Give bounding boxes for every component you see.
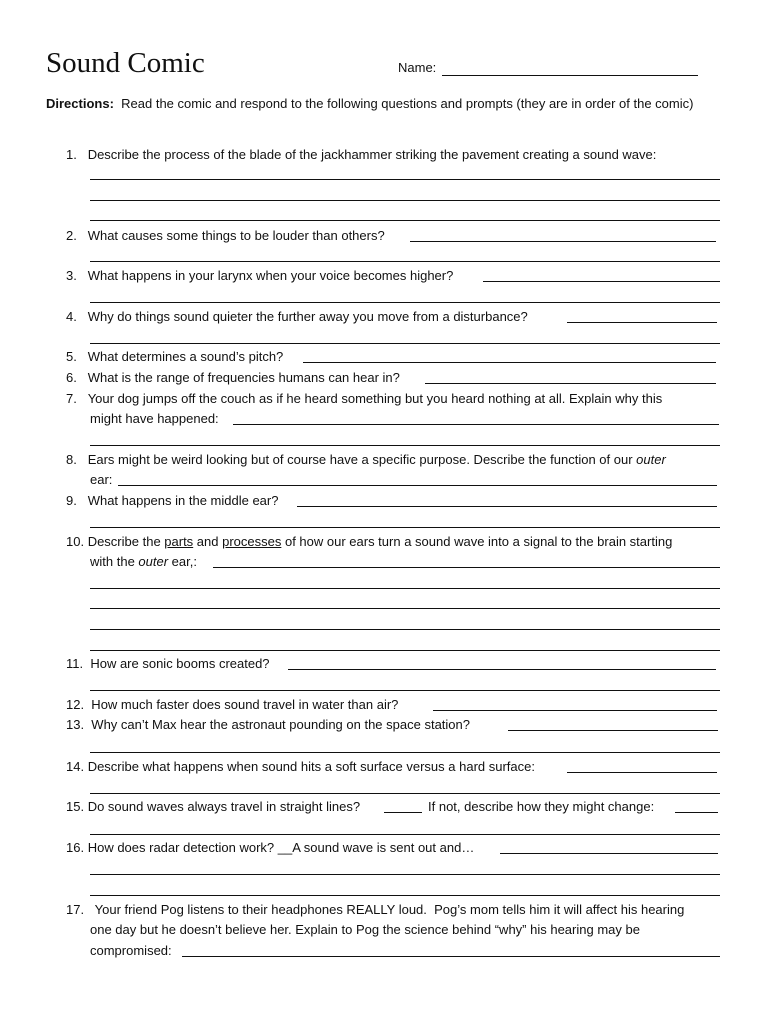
answer-line[interactable] (90, 588, 720, 589)
answer-blank[interactable] (233, 424, 719, 425)
answer-blank[interactable] (433, 710, 717, 711)
question-number: 2. (66, 228, 77, 243)
answer-line[interactable] (90, 302, 720, 303)
answer-line[interactable] (90, 650, 720, 651)
answer-line[interactable] (90, 220, 720, 221)
question-number: 1. (66, 147, 77, 162)
answer-blank[interactable] (303, 362, 716, 363)
question-10 (66, 534, 672, 550)
name-label: Name: (398, 60, 437, 75)
question-number: 16. (66, 840, 85, 855)
answer-blank[interactable] (500, 853, 718, 854)
question-1 (66, 147, 656, 163)
name-field[interactable] (398, 60, 698, 76)
answer-line[interactable] (90, 527, 720, 528)
question-text: Do sound waves always travel in straight lines? (84, 799, 361, 814)
answer-line[interactable] (90, 690, 720, 691)
directions-label: Directions: (46, 96, 114, 111)
question-text: Why can’t Max hear the astronaut pounding on the space station? (84, 717, 470, 732)
question-number: 11. (66, 656, 84, 671)
question-text: How does radar detection work? (87, 840, 278, 855)
answer-line[interactable] (90, 793, 720, 794)
question-text: How are sonic booms created? (83, 656, 270, 671)
question-9 (66, 493, 278, 509)
question-text: What is the range of frequencies humans can hear in? (87, 370, 400, 385)
question-text: What happens in your larynx when your voice becomes higher? (87, 268, 454, 283)
answer-blank[interactable] (182, 956, 720, 957)
question-7 (66, 391, 662, 407)
question-number: 17. (66, 902, 85, 917)
question-emphasis: outer (138, 554, 169, 569)
question-11 (66, 656, 270, 672)
question-7-line-2 (90, 411, 219, 427)
question-number: 4. (66, 309, 77, 324)
answer-line[interactable] (90, 179, 720, 180)
answer-blank[interactable] (410, 241, 716, 242)
question-text: Describe what happens when sound hits a soft surface versus a hard surface: (84, 759, 535, 774)
answer-line[interactable] (90, 629, 720, 630)
question-15 (66, 799, 360, 815)
question-text: Describe the process of the blade of the jackhammer striking the pavement creating a sound wave: (87, 147, 657, 162)
question-text: What happens in the middle ear? (87, 493, 279, 508)
question-underline: processes (222, 534, 282, 549)
question-14 (66, 759, 535, 775)
question-prompt: __A sound wave is sent out and… (277, 840, 475, 855)
question-text: one day but he doesn’t believe her. Explain to Pog the science behind “why” his hearing may be (90, 922, 640, 937)
directions (46, 94, 706, 114)
question-10-line-2 (90, 554, 197, 570)
question-underline: parts (164, 534, 194, 549)
answer-blank[interactable] (567, 322, 717, 323)
page-title: Sound Comic (46, 47, 205, 79)
question-number: 15. (66, 799, 85, 814)
answer-blank[interactable] (118, 485, 717, 486)
question-number: 12. (66, 697, 85, 712)
answer-blank[interactable] (384, 812, 422, 813)
question-number: 13. (66, 717, 85, 732)
question-text: Why do things sound quieter the further away you move from a disturbance? (87, 309, 528, 324)
question-text: might have happened: (90, 411, 219, 426)
question-text: ear,: (168, 554, 197, 569)
question-number: 3. (66, 268, 77, 283)
answer-line[interactable] (90, 200, 720, 201)
question-13 (66, 717, 470, 733)
question-text: Your dog jumps off the couch as if he heard something but you heard nothing at all. Explain why this (87, 391, 663, 406)
question-number: 10. (66, 534, 85, 549)
question-text: What determines a sound’s pitch? (87, 349, 284, 364)
question-2 (66, 228, 385, 244)
question-number: 6. (66, 370, 77, 385)
question-text: of how our ears turn a sound wave into a signal to the brain starting (281, 534, 673, 549)
directions-text: Read the comic and respond to the following questions and prompts (they are in order of the comic) (121, 96, 694, 111)
answer-blank[interactable] (297, 506, 717, 507)
question-text: with the (90, 554, 139, 569)
question-text: Describe the (84, 534, 165, 549)
answer-line[interactable] (90, 895, 720, 896)
answer-blank[interactable] (567, 772, 717, 773)
question-text: Ears might be weird looking but of course have a specific purpose. Describe the function of our (87, 452, 637, 467)
question-text: If not, describe how they might change: (428, 799, 655, 814)
name-blank[interactable] (442, 63, 698, 76)
question-17 (66, 902, 684, 918)
answer-line[interactable] (90, 874, 720, 875)
answer-line[interactable] (90, 834, 720, 835)
question-number: 5. (66, 349, 77, 364)
question-3 (66, 268, 453, 284)
question-number: 7. (66, 391, 77, 406)
question-number: 14. (66, 759, 85, 774)
question-number: 9. (66, 493, 77, 508)
question-text: compromised: (90, 943, 172, 958)
question-emphasis: outer (636, 452, 666, 467)
question-17-line-2 (90, 922, 640, 938)
answer-line[interactable] (90, 261, 720, 262)
question-number: 8. (66, 452, 77, 467)
question-16 (66, 840, 474, 856)
question-text: and (193, 534, 223, 549)
question-8 (66, 452, 666, 468)
question-text: Your friend Pog listens to their headphones REALLY loud. Pog’s mom tells him it will affect his hearing (84, 902, 685, 917)
answer-blank[interactable] (288, 669, 716, 670)
answer-line[interactable] (90, 752, 720, 753)
question-6 (66, 370, 400, 386)
question-text: How much faster does sound travel in water than air? (84, 697, 399, 712)
question-text: ear: (90, 472, 113, 487)
answer-line[interactable] (90, 343, 720, 344)
answer-line[interactable] (90, 608, 720, 609)
question-15-part-2 (428, 799, 654, 815)
answer-blank[interactable] (675, 812, 718, 813)
answer-blank[interactable] (425, 383, 716, 384)
question-8-line-2 (90, 472, 112, 488)
question-12 (66, 697, 398, 713)
answer-blank[interactable] (508, 730, 718, 731)
question-4 (66, 309, 528, 325)
question-17-line-3 (90, 943, 172, 959)
question-text: What causes some things to be louder than others? (87, 228, 385, 243)
answer-blank[interactable] (483, 281, 720, 282)
answer-line[interactable] (90, 445, 720, 446)
answer-blank[interactable] (213, 567, 720, 568)
question-5 (66, 349, 283, 365)
